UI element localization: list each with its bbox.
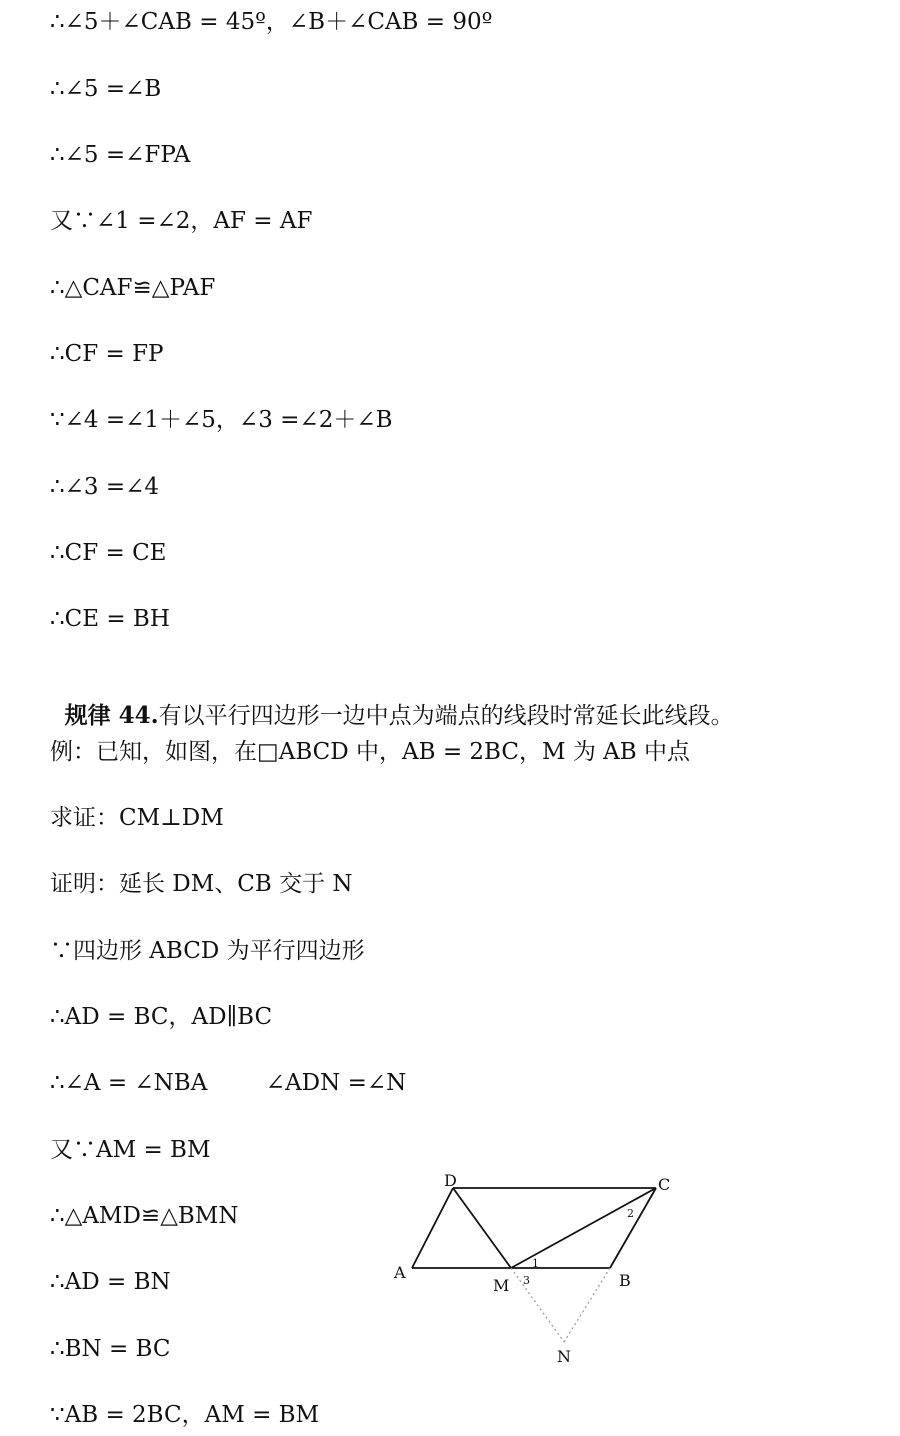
- segment-mn-dotted: [511, 1268, 564, 1342]
- proof-line-8: ∴∠3 =∠4: [50, 474, 160, 500]
- point-label-n: N: [557, 1347, 571, 1366]
- proof-line-5: ∴△CAF≌△PAF: [50, 275, 216, 301]
- proof-line-10: ∴CE = BH: [50, 606, 170, 632]
- proof-line-7: ∵∠4 =∠1＋∠5，∠3 =∠2＋∠B: [50, 407, 393, 433]
- angle-label-2: 2: [627, 1207, 634, 1220]
- proof-line-6: ∴CF = FP: [50, 341, 164, 367]
- proof-line-9: ∴CF = CE: [50, 540, 167, 566]
- example-line-7: 又∵AM = BM: [50, 1137, 211, 1163]
- example-line-8: ∴△AMD≌△BMN: [50, 1203, 239, 1229]
- example-line-9: ∴AD = BN: [50, 1269, 171, 1295]
- rule-heading: [50, 671, 734, 731]
- segment-bn-dotted: [564, 1268, 610, 1342]
- example-line-10: ∴BN = BC: [50, 1336, 171, 1362]
- proof-start: 证明：延长 DM、CB 交于 N: [50, 871, 353, 897]
- segment-dm: [453, 1188, 511, 1268]
- rule-text: 有以平行四边形一边中点为端点的线段时常延长此线段。: [158, 703, 734, 729]
- proof-line-1: ∴∠5＋∠CAB = 45º，∠B＋∠CAB = 90º: [50, 9, 493, 35]
- point-label-b: B: [619, 1271, 631, 1290]
- segment-cm: [511, 1188, 656, 1268]
- example-line-4: ∵四边形 ABCD 为平行四边形: [50, 938, 365, 964]
- angle-label-1: 1: [532, 1257, 539, 1270]
- point-label-m: M: [493, 1276, 510, 1295]
- example-line-11: ∵AB = 2BC，AM = BM: [50, 1402, 320, 1428]
- example-line-6: ∴∠A = ∠NBA ∠ADN =∠N: [50, 1070, 407, 1096]
- proof-line-4: 又∵∠1 =∠2，AF = AF: [50, 208, 313, 234]
- proof-line-3: ∴∠5 =∠FPA: [50, 142, 191, 168]
- parallelogram-diagram: [380, 1160, 690, 1370]
- segment-ad: [412, 1188, 453, 1268]
- example-line-5: ∴AD = BC，AD∥BC: [50, 1004, 273, 1030]
- point-label-c: C: [658, 1175, 671, 1194]
- rule-number: 规律 44.: [64, 702, 159, 729]
- prove-goal: 求证：CM⊥DM: [50, 805, 224, 831]
- proof-line-2: ∴∠5 =∠B: [50, 76, 162, 102]
- point-label-a: A: [394, 1263, 406, 1282]
- point-label-d: D: [444, 1171, 457, 1190]
- example-statement: 例：已知，如图，在□ABCD 中，AB = 2BC，M 为 AB 中点: [50, 739, 690, 765]
- angle-label-3: 3: [523, 1274, 530, 1287]
